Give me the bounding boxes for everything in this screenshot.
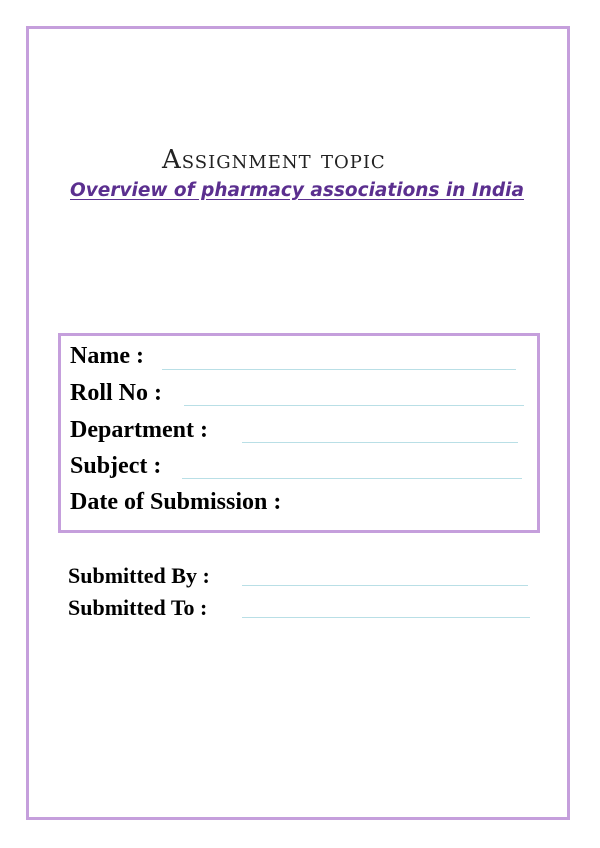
submitted-to-label: Submitted To : [68, 595, 208, 620]
name-field-line[interactable] [162, 369, 516, 370]
subject-label: Subject : [70, 453, 162, 479]
date-of-submission-label: Date of Submission : [70, 489, 282, 515]
subject-field-line[interactable] [182, 478, 522, 479]
department-field-line[interactable] [242, 442, 518, 443]
submitted-by-field-line[interactable] [242, 585, 528, 586]
roll-no-field-line[interactable] [184, 405, 524, 406]
submitted-to-field-line[interactable] [242, 617, 530, 618]
department-label: Department : [70, 417, 208, 443]
assignment-heading: Assignment topic [162, 145, 386, 175]
name-label: Name : [70, 343, 144, 369]
submitted-by-label: Submitted By : [68, 563, 210, 588]
roll-no-label: Roll No : [70, 380, 162, 406]
assignment-topic: Overview of pharmacy associations in India [70, 180, 524, 201]
